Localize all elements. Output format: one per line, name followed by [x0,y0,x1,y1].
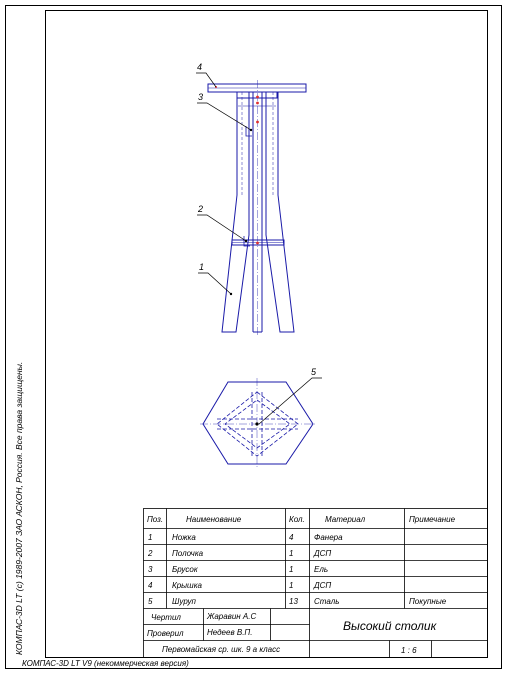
row-3-pos: 3 [148,565,153,574]
row-4-name: Крышка [172,581,202,590]
row-1-material: Фанера [314,533,343,542]
table-row [148,533,343,542]
header-name: Наименование [186,515,242,524]
row-5-name: Шуруп [172,597,196,606]
callout-3: 3 [198,92,204,102]
callout-5: 5 [311,367,317,377]
row-2-name: Полочка [172,549,204,558]
leg-left [222,92,249,332]
row-3-name: Брусок [172,565,198,574]
header-material: Материал [325,515,366,524]
table-row [148,597,447,606]
row-2-pos: 2 [148,549,153,558]
checked-label: Проверил [147,629,184,638]
front-view [208,80,306,336]
row-5-note: Покупные [409,597,447,606]
row-2-qty: 1 [289,549,294,558]
footer-caption: КОМПАС-3D LT V9 (некоммерческая версия) [22,659,189,668]
table-row [147,549,331,558]
drew-name: Жаравин А.С [207,612,257,621]
table-row [148,581,331,590]
row-4-qty: 1 [289,581,294,590]
row-3-material: Ель [314,565,329,574]
callout-2: 2 [198,204,204,214]
row-5-pos: 5 [148,597,153,606]
row-3-qty: 1 [289,565,294,574]
row-4-pos: 4 [148,581,153,590]
table-row [148,565,328,574]
row-5-qty: 13 [289,597,298,606]
drawing-title: Высокий столик [343,619,437,633]
checked-name: Недеев В.П. [207,628,253,637]
header-pos: Поз. [147,515,164,524]
row-1-qty: 4 [289,533,294,542]
header-qty: Кол. [289,515,305,524]
callout-1: 1 [199,262,205,272]
scale-label: 1 : 6 [401,646,417,655]
callout-4: 4 [197,62,203,72]
center-screw-marker [255,422,258,425]
leg-right [266,92,294,332]
row-4-material: ДСП [314,581,332,590]
row-1-pos: 1 [148,533,153,542]
header-note: Примечание [409,515,456,524]
row-1-name: Ножка [172,533,196,542]
row-5-material: Сталь [314,597,340,606]
drew-label: Чертил [151,613,181,622]
leader-lines [196,73,322,424]
school-label: Первомайская ср. шк. 9 а класс [162,645,281,654]
row-2-material: ДСП [314,549,332,558]
side-copyright-text: КОМПАС-3D LT (c) 1989-2007 ЗАО АСКОН, Россия. Все права защищены. [14,361,24,655]
